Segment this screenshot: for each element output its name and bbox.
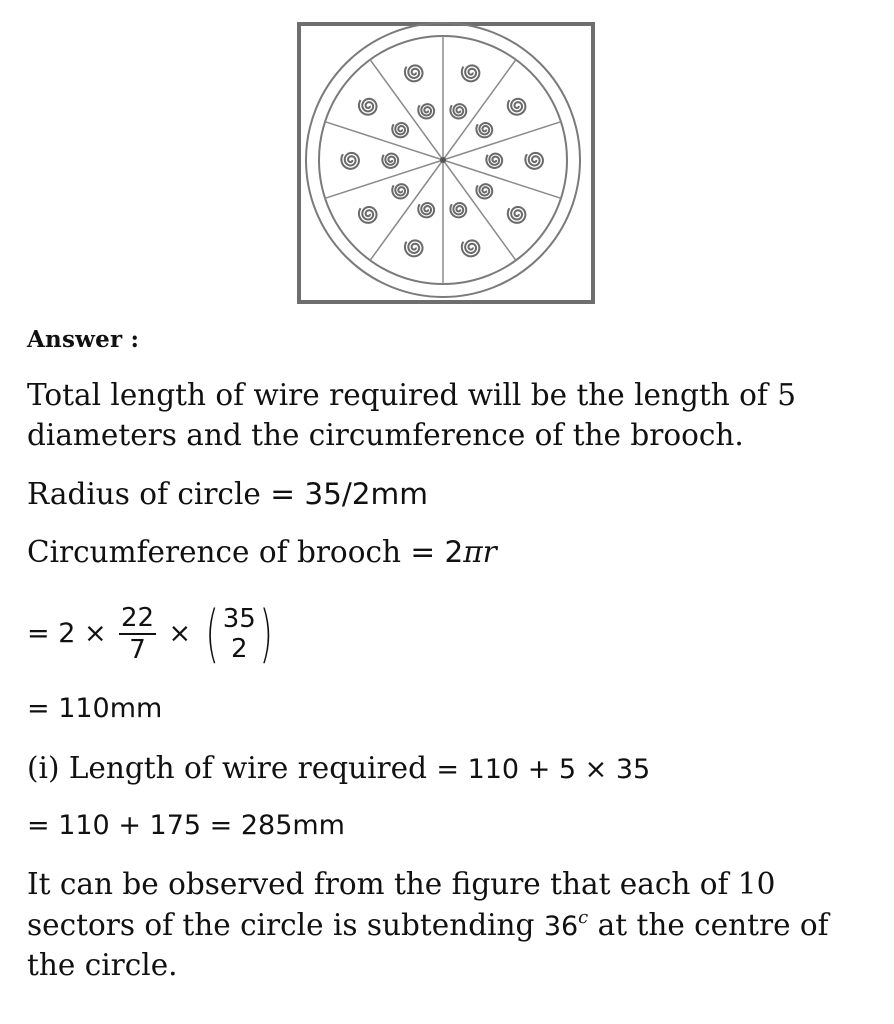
- circumference-equation: = 2: [410, 535, 464, 569]
- right-paren: ): [259, 597, 273, 670]
- calc-prefix: = 2 ×: [27, 618, 107, 649]
- part-i-text: (i) Length of wire required: [27, 751, 437, 785]
- para2-line2: [27, 905, 829, 947]
- para1-line1: Total length of wire required will be the length of 5: [27, 378, 796, 412]
- left-paren: (: [205, 597, 220, 670]
- para2-line2-end: at the centre of: [588, 908, 829, 942]
- para2-line3: the circle.: [27, 948, 178, 982]
- fraction-numerator: 22: [120, 603, 155, 633]
- centre-point: [440, 157, 446, 163]
- answer-heading: Answer :: [27, 326, 140, 353]
- fraction-denominator: 2: [230, 634, 248, 664]
- calc-line: [27, 592, 278, 674]
- radius-text: Radius of circle: [27, 477, 271, 511]
- fraction-22-7: [119, 603, 156, 665]
- radius-line: [27, 474, 428, 514]
- fraction-denominator: 7: [129, 635, 146, 665]
- result-285mm: = 110 + 175 = 285mm: [27, 810, 345, 841]
- radius-equation: = 35/2mm: [270, 477, 429, 511]
- fraction-numerator: 35: [222, 604, 256, 634]
- calc-times: ×: [168, 618, 192, 649]
- angle-value: 36: [543, 911, 579, 942]
- para1-line2: diameters and the circumference of the brooch.: [27, 418, 744, 452]
- part-i-equation: = 110 + 5 × 35: [436, 754, 651, 785]
- angle-superscript: c: [578, 907, 589, 928]
- fraction-35-2: [221, 604, 258, 664]
- circumference-pi-r: πr: [463, 535, 497, 569]
- result-110mm: = 110mm: [27, 693, 163, 724]
- brooch-diagram: [296, 21, 596, 305]
- part-i-line: [27, 748, 650, 790]
- brooch-figure: [296, 21, 596, 305]
- circumference-text: Circumference of brooch: [27, 535, 411, 569]
- para2-line1: It can be observed from the figure that each of 10: [27, 867, 776, 901]
- para2-line2-start: sectors of the circle is subtending: [27, 908, 544, 942]
- circumference-line: [27, 532, 497, 572]
